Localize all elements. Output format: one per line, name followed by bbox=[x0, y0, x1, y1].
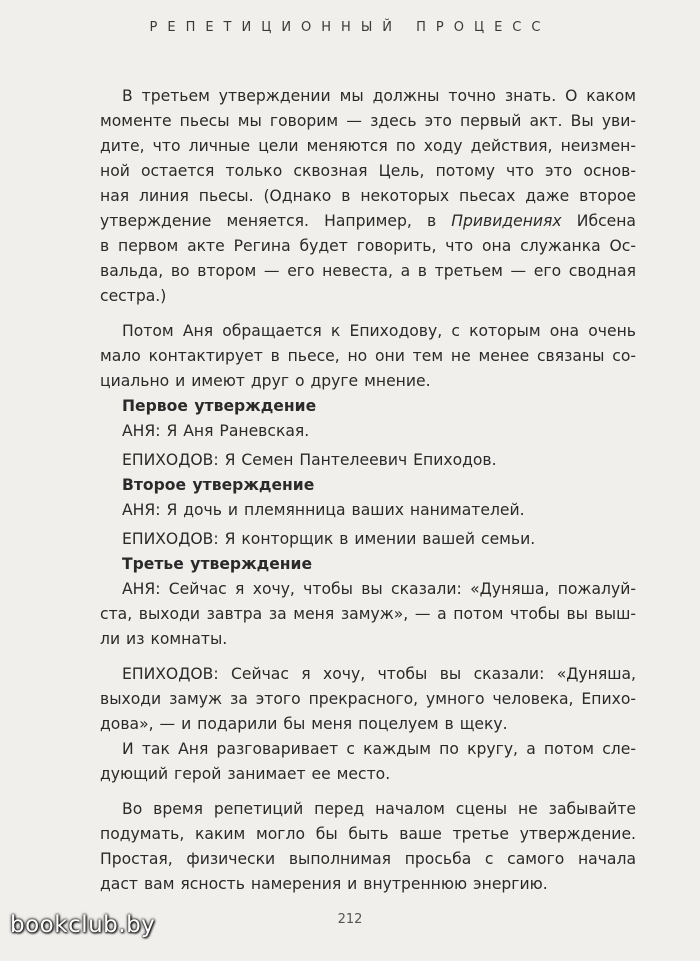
text-run: утверждение меняется. Например, в bbox=[100, 212, 452, 230]
paragraph-line: ной остается только сквозная Цель, потому что это основ- bbox=[100, 162, 636, 180]
dialogue-line: ста, выходи завтра за меня замуж», — а потом чтобы вы выш- bbox=[100, 605, 636, 623]
paragraph-line: даст вам ясность намерения и внутреннюю энергию. bbox=[100, 875, 548, 893]
paragraph-line: вальда, во втором — его невеста, а в третьем — его сводная bbox=[100, 262, 636, 280]
text-run: Ибсена bbox=[561, 212, 636, 230]
paragraph-line: моменте пьесы мы говорим — здесь это первый акт. Вы уви- bbox=[100, 112, 636, 130]
dialogue-line: АНЯ: Сейчас я хочу, чтобы вы сказали: «Дуняша, пожалуй- bbox=[122, 580, 636, 598]
paragraph-line: дующий герой занимает ее место. bbox=[100, 765, 391, 783]
paragraph-line: сестра.) bbox=[100, 287, 167, 305]
page-body bbox=[100, 84, 636, 897]
dialogue-line: ли из комнаты. bbox=[100, 630, 228, 648]
dialogue-line: ЕПИХОДОВ: Сейчас я хочу, чтобы вы сказали: «Дуняша, bbox=[122, 665, 636, 683]
play-title: Привидениях bbox=[451, 212, 562, 230]
paragraph-line: Потом Аня обращается к Епиходову, с которым она очень bbox=[122, 322, 636, 340]
paragraph-line: И так Аня разговаривает с каждым по кругу, а потом сле- bbox=[122, 740, 636, 758]
dialogue-line: выходи замуж за этого прекрасного, умного человека, Епихо- bbox=[100, 690, 636, 708]
paragraph-line: Во время репетиций перед началом сцены не забывайте bbox=[122, 800, 636, 818]
paragraph-line: дите, что личные цели меняются по ходу действия, неизмен- bbox=[100, 137, 636, 155]
page-number: 212 bbox=[337, 912, 363, 927]
running-head: РЕПЕТИЦИОННЫЙ ПРОЦЕСС bbox=[149, 20, 551, 35]
dialogue-line: дова», — и подарили бы меня поцелуем в щеку. bbox=[100, 715, 508, 733]
dialogue-line: АНЯ: Я Аня Раневская. bbox=[122, 422, 310, 440]
dialogue-line: АНЯ: Я дочь и племянница ваших нанимателей. bbox=[122, 501, 525, 519]
paragraph-line: мало контактирует в пьесе, но они тем не менее связаны со- bbox=[100, 347, 636, 365]
watermark: bookclub.by bbox=[10, 912, 156, 938]
paragraph-line: в первом акте Регина будет говорить, что она служанка Ос- bbox=[100, 237, 636, 255]
paragraph-line: ная линия пьесы. (Однако в некоторых пьесах даже второе bbox=[100, 187, 636, 205]
paragraph-line: подумать, каким могло бы быть ваше третье утверждение. bbox=[100, 825, 636, 843]
paragraph-line bbox=[100, 209, 636, 234]
section-heading: Первое утверждение bbox=[122, 397, 317, 415]
paragraph-line: Простая, физически выполнимая просьба с самого начала bbox=[100, 850, 636, 868]
paragraph-line: В третьем утверждении мы должны точно знать. О каком bbox=[122, 87, 636, 105]
paragraph-line: циально и имеют друг о друге мнение. bbox=[100, 372, 431, 390]
section-heading: Третье утверждение bbox=[122, 555, 313, 573]
dialogue-line: ЕПИХОДОВ: Я конторщик в имении вашей семьи. bbox=[122, 530, 536, 548]
dialogue-line: ЕПИХОДОВ: Я Семен Пантелеевич Епиходов. bbox=[122, 451, 497, 469]
section-heading: Второе утверждение bbox=[122, 476, 315, 494]
